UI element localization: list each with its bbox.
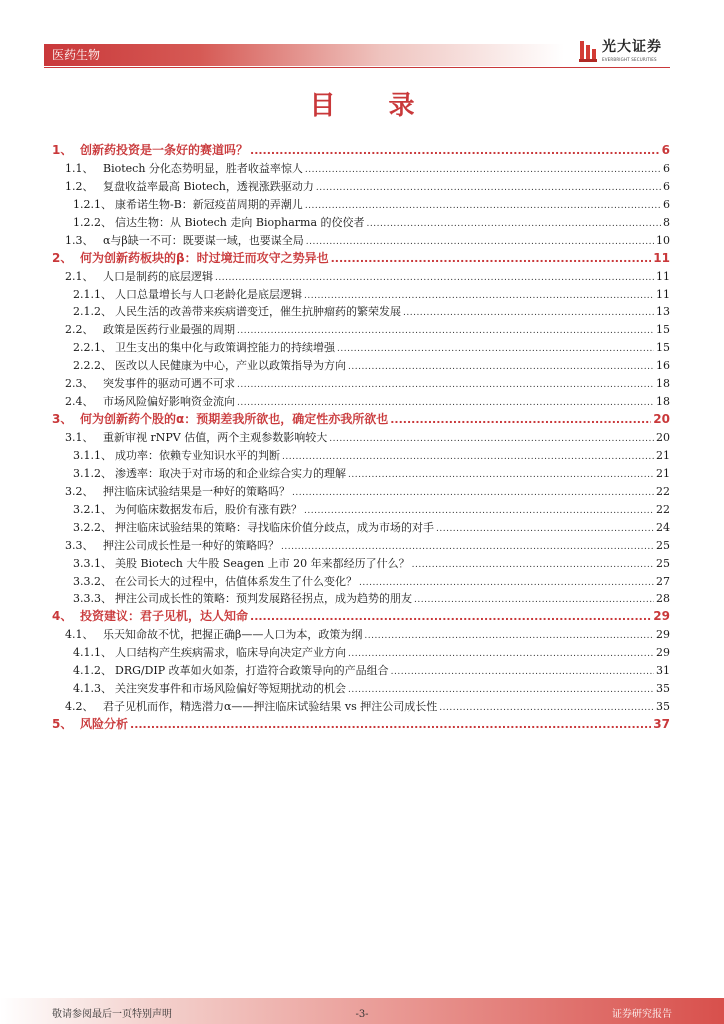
toc-entry-leader [306, 234, 654, 250]
toc-entry[interactable] [52, 626, 670, 644]
toc-entry[interactable] [52, 232, 670, 250]
toc-entry-title: 关注突发事件和市场风险偏好等短期扰动的机会 [115, 682, 346, 696]
toc-entry[interactable] [52, 411, 670, 429]
toc-entry[interactable] [52, 680, 670, 698]
toc-entry[interactable] [52, 268, 670, 286]
toc-entry-page: 13 [656, 305, 670, 319]
toc-entry-leader [331, 250, 652, 268]
toc-entry-page: 29 [656, 628, 670, 642]
toc-entry-title: 押注临床试验结果的策略：寻找临床价值分歧点，成为市场的对手 [115, 520, 434, 534]
logo-text-en: EVERBRIGHT SECURITIES [602, 57, 657, 62]
toc-entry-title: 复盘收益率最高 Biotech，透视涨跌驱动力 [103, 179, 314, 193]
toc-entry[interactable] [52, 590, 670, 608]
toc-entry-page: 15 [656, 341, 670, 355]
toc-entry-leader [215, 270, 654, 286]
toc-entry-page: 20 [656, 431, 670, 444]
toc-entry-page: 29 [653, 609, 670, 624]
toc-entry[interactable] [52, 447, 670, 465]
toc-entry-number: 2.1.1、 [73, 287, 112, 301]
toc-entry-title: 押注公司成长性的策略：预判发展路径拐点，成为趋势的朋友 [115, 592, 412, 606]
toc-entry-leader [281, 539, 654, 555]
footer-report-type: 证券研究报告 [612, 1009, 672, 1020]
toc-entry-title: 康希诺生物-B：新冠疫苗周期的弄潮儿 [115, 197, 303, 211]
toc-entry-title: 市场风险偏好影响资金流向 [103, 395, 235, 409]
toc-entry-number: 1.2.1、 [73, 197, 112, 211]
toc-entry-number: 3.3.3、 [73, 592, 112, 606]
toc-entry-title: α与β缺一不可：既要谋一域，也要谋全局 [103, 233, 304, 247]
toc-entry-number: 5、 [52, 717, 73, 731]
toc-entry-title: 创新药投资是一条好的赛道吗？ [80, 143, 249, 157]
toc-entry-leader [391, 664, 654, 680]
toc-entry-leader [130, 716, 651, 734]
toc-entry-title: 成功率：依赖专业知识水平的判断 [115, 448, 280, 462]
toc-entry-number: 1.1、 [65, 161, 94, 175]
toc-entry-page: 6 [661, 143, 670, 157]
toc-entry-number: 3.3.1、 [73, 556, 112, 570]
toc-entry-leader [305, 162, 661, 178]
toc-entry-number: 1.2.2、 [73, 215, 112, 229]
toc-entry-number: 4.1.3、 [73, 682, 112, 696]
toc-entry-title: 医改以人民健康为中心，产业以政策指导为方向 [115, 359, 346, 373]
toc-entry-leader [237, 377, 654, 393]
toc-entry-leader [250, 142, 660, 160]
toc-entry[interactable] [52, 501, 670, 519]
toc-entry-leader [348, 359, 654, 375]
toc-entry-leader [439, 700, 654, 716]
toc-entry-leader [282, 449, 654, 465]
toc-entry[interactable] [52, 608, 670, 626]
toc-entry-number: 2、 [52, 250, 73, 265]
toc-entry-title: 押注临床试验结果是一种好的策略吗？ [103, 484, 290, 498]
toc-entry-title: 渗透率：取决于对市场的和企业综合实力的理解 [115, 466, 346, 480]
toc-entry-number: 3.2、 [65, 484, 94, 498]
toc-entry-number: 2.3、 [65, 377, 94, 391]
toc-entry-title: 押注公司成长性是一种好的策略吗？ [103, 538, 279, 552]
toc-entry-title: 人民生活的改善带来疾病谱变迁，催生抗肿瘤药的繁荣发展 [115, 305, 401, 319]
toc-entry-leader [337, 341, 654, 357]
header-section-label: 医药生物 [52, 48, 101, 62]
toc-entry-page: 25 [656, 538, 670, 552]
toc-entry[interactable] [52, 303, 670, 321]
toc-entry-number: 1.3、 [65, 233, 94, 247]
toc-entry-title: 为何临床数据发布后，股价有涨有跌？ [115, 502, 302, 516]
toc-entry-title: DRG/DIP 改革如火如荼，打造符合政策导向的产品组合 [115, 664, 389, 678]
toc-entry-page: 10 [656, 233, 670, 247]
toc-entry-number: 3、 [52, 412, 73, 427]
toc-entry-leader [412, 557, 654, 573]
toc-entry-number: 3.1.2、 [73, 466, 112, 480]
toc-entry-title: 重新审视 rNPV 估值，两个主观参数影响较大 [103, 431, 328, 444]
toc-entry[interactable] [52, 196, 670, 214]
footer-disclaimer: 敬请参阅最后一页特别声明 [52, 1009, 172, 1020]
toc-entry-leader [237, 395, 654, 411]
toc-entry-leader [348, 646, 654, 662]
toc-entry-leader [329, 431, 654, 447]
toc-entry-title: 投资建议：君子见机，达人知命 [80, 609, 249, 624]
toc-entry-number: 4.1.2、 [73, 664, 112, 678]
toc-entry-leader [304, 288, 654, 304]
toc-entry-title: 人口结构产生疾病需求，临床导向决定产业方向 [115, 646, 346, 660]
toc-entry-title: 风险分析 [80, 717, 129, 731]
toc-entry-title: 何为创新药个股的α：预期差我所欲也，确定性亦我所欲也 [80, 412, 389, 427]
toc-entry[interactable] [52, 375, 670, 393]
toc-entry-number: 4.1、 [65, 628, 94, 642]
toc-entry-number: 3.2.1、 [73, 502, 112, 516]
toc-entry-page: 27 [656, 574, 670, 588]
toc-entry[interactable] [52, 214, 670, 232]
toc-entry-title: 政策是医药行业最强的周期 [103, 323, 235, 337]
everbright-logo-icon [578, 39, 598, 63]
toc-entry-leader [403, 305, 654, 321]
toc-entry-title: 人口是制药的底层逻辑 [103, 269, 213, 283]
toc-entry-number: 1.2、 [65, 179, 94, 193]
toc-entry-page: 18 [656, 377, 670, 391]
page-footer [0, 998, 724, 1024]
toc-entry-number: 2.2.1、 [73, 341, 112, 355]
toc-entry-title: 何为创新药板块的β：时过境迁而攻守之势异也 [80, 250, 329, 265]
toc-entry[interactable] [52, 716, 670, 734]
toc-entry-page: 11 [656, 269, 670, 283]
toc-entry-page: 6 [663, 197, 670, 211]
toc-entry-page: 28 [656, 592, 670, 606]
toc-entry-page: 25 [656, 556, 670, 570]
toc-entry-leader [250, 608, 651, 626]
toc-entry-number: 3.2.2、 [73, 520, 112, 534]
toc-entry[interactable] [52, 662, 670, 680]
toc-entry-number: 3.1、 [65, 431, 94, 444]
header-divider [44, 67, 670, 68]
header-band [44, 44, 564, 66]
toc-entry-page: 16 [656, 359, 670, 373]
toc-entry-number: 3.3、 [65, 538, 94, 552]
toc-entry[interactable] [52, 339, 670, 357]
toc-entry[interactable] [52, 321, 670, 339]
toc-entry-title: 乐天知命故不忧，把握正确β——人口为本，政策为纲 [103, 628, 363, 642]
toc-entry-number: 3.3.2、 [73, 574, 112, 588]
toc-entry-leader [237, 323, 654, 339]
toc-entry-number: 4.1.1、 [73, 646, 112, 660]
toc-entry-number: 4、 [52, 609, 73, 624]
toc-entry-page: 22 [656, 484, 670, 498]
toc-entry-title: 人口总量增长与人口老龄化是底层逻辑 [115, 287, 302, 301]
toc-entry-title: 在公司长大的过程中，估值体系发生了什么变化？ [115, 574, 357, 588]
toc-title: 目 录 [309, 91, 437, 121]
toc-entry-leader [364, 628, 654, 644]
toc-entry-leader [316, 180, 661, 196]
logo-text-cn: 光大证券 [602, 39, 662, 55]
toc-entry-title: 突发事件的驱动可遇不可求 [103, 377, 235, 391]
toc-entry-leader [348, 467, 654, 483]
toc-entry[interactable] [52, 644, 670, 662]
toc-entry-number: 2.4、 [65, 395, 94, 409]
toc-entry-page: 35 [656, 700, 670, 714]
toc-entry-leader [414, 592, 654, 608]
toc-entry-page: 31 [656, 664, 670, 678]
toc-entry-leader [367, 216, 661, 232]
toc-entry[interactable] [52, 142, 670, 160]
toc-entry-leader [305, 198, 661, 214]
toc-entry[interactable] [52, 160, 670, 178]
toc-entry-page: 8 [663, 215, 670, 229]
toc-entry-page: 6 [663, 179, 670, 193]
toc-entry-number: 1、 [52, 143, 73, 157]
toc-entry-number: 2.2.2、 [73, 359, 112, 373]
toc-entry-leader [436, 521, 654, 537]
toc-entry-number: 2.2、 [65, 323, 94, 337]
toc-entry[interactable] [52, 519, 670, 537]
toc-entry-page: 24 [656, 520, 670, 534]
footer-page-number: -3- [355, 1009, 369, 1020]
toc-entry-leader [359, 575, 654, 591]
toc-entry[interactable] [52, 178, 670, 196]
toc-entry-page: 35 [656, 682, 670, 696]
toc-entry-title: 信达生物：从 Biotech 走向 Biopharma 的佼佼者 [115, 215, 365, 229]
toc-entry-page: 29 [656, 646, 670, 660]
toc-entry[interactable] [52, 357, 670, 375]
toc-entry-page: 11 [656, 287, 670, 301]
toc-entry-page: 20 [653, 412, 670, 427]
toc-entry-page: 18 [656, 395, 670, 409]
toc-entry-number: 4.2、 [65, 700, 94, 714]
toc-entry-page: 37 [653, 717, 670, 731]
toc-entry[interactable] [52, 555, 670, 573]
toc-entry[interactable] [52, 286, 670, 304]
toc-entry-title: 君子见机而作，精选潜力α——押注临床试验结果 vs 押注公司成长性 [103, 700, 438, 714]
toc-entry[interactable] [52, 483, 670, 501]
toc-entry-leader [292, 485, 654, 501]
table-of-contents [52, 142, 670, 734]
toc-entry-title: 美股 Biotech 大牛股 Seagen 上市 20 年来都经历了什么？ [115, 556, 410, 570]
everbright-logo [578, 38, 688, 68]
toc-entry[interactable] [52, 573, 670, 591]
toc-entry-page: 21 [656, 448, 670, 462]
toc-entry-page: 15 [656, 323, 670, 337]
toc-entry-page: 6 [663, 161, 670, 175]
toc-entry-leader [348, 682, 654, 698]
toc-entry-number: 2.1、 [65, 269, 94, 283]
toc-entry[interactable] [52, 429, 670, 447]
toc-entry-number: 3.1.1、 [73, 448, 112, 462]
toc-entry-number: 2.1.2、 [73, 305, 112, 319]
toc-entry[interactable] [52, 537, 670, 555]
toc-entry-page: 21 [656, 466, 670, 480]
toc-entry[interactable] [52, 698, 670, 716]
toc-entry-title: 卫生支出的集中化与政策调控能力的持续增强 [115, 341, 335, 355]
toc-entry-leader [390, 411, 651, 429]
toc-entry-title: Biotech 分化态势明显，胜者收益率惊人 [103, 161, 303, 175]
toc-entry-page: 22 [656, 502, 670, 516]
toc-entry-leader [304, 503, 654, 519]
page-header [0, 0, 724, 68]
toc-entry[interactable] [52, 250, 670, 268]
toc-entry[interactable] [52, 465, 670, 483]
toc-entry[interactable] [52, 393, 670, 411]
toc-entry-page: 11 [653, 250, 670, 265]
